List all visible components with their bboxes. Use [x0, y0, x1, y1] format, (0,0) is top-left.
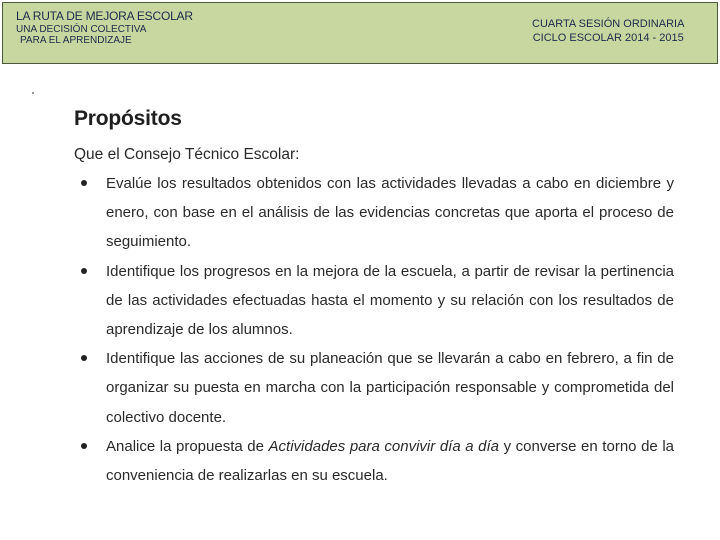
list-item-text: Evalúe los resultados obtenidos con las actividades llevadas a cabo en diciembre y enero, con base en el análisis de las evidencias concretas que aporta el proceso de seguimiento.	[106, 175, 674, 251]
school-year-label: CICLO ESCOLAR 2014 - 2015	[532, 32, 684, 44]
program-subtitle-line2: PARA EL APRENDIZAJE	[20, 35, 132, 46]
purposes-list	[74, 169, 674, 490]
list-item-text-end: y converse en torno de la conveniencia de realizarlas en su escuela.	[106, 437, 674, 485]
bullet-icon	[81, 443, 87, 449]
list-item-text: Identifique los progresos en la mejora de la escuela, a partir de revisar la pertinencia de las actividades efectuadas hasta el momento y su relación con los resultados de aprendizaje de los alumnos.	[106, 262, 674, 339]
bullet-icon	[81, 268, 87, 274]
page-title: Propósitos	[74, 107, 182, 130]
list-item	[74, 169, 674, 257]
bullet-icon	[81, 355, 87, 361]
list-item	[74, 432, 674, 490]
list-item	[74, 344, 674, 432]
decorative-dot	[32, 92, 34, 94]
activities-title: Actividades para convivir día a día	[268, 437, 499, 455]
bullet-icon	[81, 180, 87, 186]
list-item-text-start: Analice la propuesta de	[106, 437, 269, 455]
list-item	[74, 257, 674, 345]
program-title: LA RUTA DE MEJORA ESCOLAR	[16, 9, 193, 23]
list-item-text: Identifique las acciones de su planeación que se llevarán a cabo en febrero, a fin de organizar su puesta en marcha con la participación responsable y comprometida del colectivo docente.	[106, 350, 674, 426]
main-content	[74, 106, 674, 490]
header-right-block	[532, 17, 684, 45]
intro-text: Que el Consejo Técnico Escolar:	[74, 146, 300, 163]
session-label: CUARTA SESIÓN ORDINARIA	[532, 18, 685, 30]
program-subtitle-line1: UNA DECISIÓN COLECTIVA	[16, 24, 147, 35]
header-banner	[2, 2, 718, 64]
header-left-block	[16, 11, 193, 46]
